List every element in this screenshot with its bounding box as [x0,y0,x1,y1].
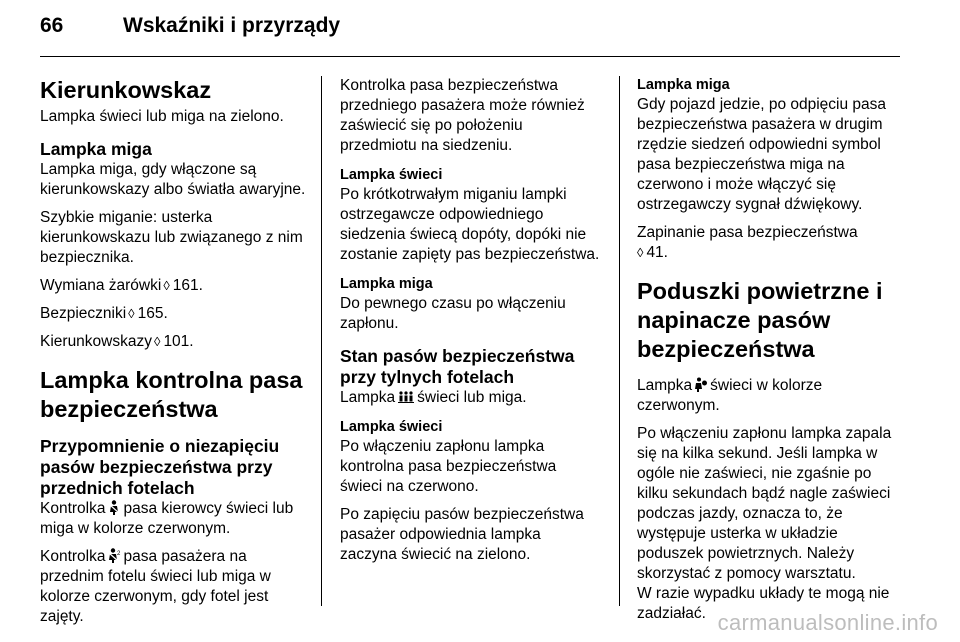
page-reference-icon: ◊ [128,306,135,321]
subheading-lamp-flashes: Lampka miga [40,139,152,159]
paragraph: Po włączeniu zapłonu lampka kontrolna pasa bezpieczeństwa świeci na czerwono. [340,438,557,495]
page-reference-icon: ◊ [163,278,170,293]
section-title-turn-signal: Kierunkowskaz [40,77,212,103]
reference-page: 101. [163,333,194,350]
section-title-seatbelt-lamp: Lampka kontrolna pasa bezpieczeństwa [40,367,303,422]
paragraph: Do pewnego czasu po włączeniu zapłonu. [340,295,566,332]
page-title: Wskaźniki i przyrządy [123,14,341,37]
section-title-airbags: Poduszki powietrzne i napinacze pasów bezpieczeństwa [637,278,883,362]
paragraph: W razie wypadku układy te mogą nie zadziałać. [637,585,890,622]
reference-page: 41. [646,244,668,261]
paragraph: Szybkie miganie: usterka kierunkowskazu lub związanego z nim bezpiecznika. [40,209,303,266]
subheading-lamp-lit: Lampka świeci [340,419,443,435]
page-reference-icon: ◊ [637,245,644,260]
seatbelt-passenger-icon [108,548,120,563]
paragraph: Kontrolka pasa bezpieczeństwa przedniego pasażera może również zaświecić się po położeniu przedmiotu na siedzeniu. [340,77,585,154]
column-divider [321,76,322,606]
subheading-front-seat-reminder: Przypomnienie o niezapięciu pasów bezpieczeństwa przy przednich fotelach [40,436,280,498]
page-number: 66 [40,14,64,37]
section-title-rear-seatbelt-status: Stan pasów bezpieczeństwa przy tylnych fotelach [340,346,575,387]
paragraph: Po krótkotrwałym miganiu lampki ostrzegawcze odpowiedniego siedzenia świecą dopóty, dopóki nie zostanie zapięty pas bezpieczeństwa. [340,186,600,263]
paragraph: Lampka świeci w kolorze czerwonym. [637,377,823,414]
paragraph: Po zapięciu pasów bezpieczeństwa pasażer odpowiednia lampka zaczyna świecić na zielono. [340,506,584,563]
paragraph: Po włączeniu zapłonu lampka zapala się na kilka sekund. Jeśli lampka w ogóle nie zaświeci, nie zgaśnie po kilku sekundach bądź nagle zaświeci podczas jazdy, oznacza to, że występuje usterka w układzie poduszek powietrznych. Należy skorzystać z pomocy warsztatu. [637,425,892,582]
cross-reference [637,243,905,263]
subheading-lamp-flashes: Lampka miga [637,77,730,93]
subheading-lamp-lit: Lampka świeci [340,167,443,183]
rear-seatbelts-icon [398,389,414,404]
cross-reference [40,304,308,324]
reference-text: Kierunkowskazy [40,333,152,350]
column-2 [340,76,600,608]
column-1 [40,76,308,625]
reference-page: 165. [137,305,168,322]
header-rule [40,56,900,57]
subheading-lamp-flashes: Lampka miga [340,276,433,292]
paragraph: Kontrolka 2 pasa pasażera na przednim fotelu świeci lub miga w kolorze czerwonym, gdy fotel jest zajęty. [40,548,271,625]
watermark: carmanualsonline.info [717,610,938,635]
cross-reference [40,332,308,352]
reference-page: 161. [172,277,203,294]
page-reference-icon: ◊ [154,334,161,349]
paragraph: Zapinanie pasa bezpieczeństwa [637,224,858,241]
reference-text: Bezpieczniki [40,305,127,322]
paragraph: Lampka świeci lub miga. [340,389,527,406]
column-divider [619,76,620,606]
page-header [40,14,340,46]
paragraph: Kontrolka pasa kierowcy świeci lub miga w kolorze czerwonym. [40,500,294,537]
paragraph: Lampka świeci lub miga na zielono. [40,108,284,125]
paragraph: Lampka miga, gdy włączone są kierunkowskazy albo światła awaryjne. [40,161,306,198]
svg-text:2: 2 [117,551,121,557]
paragraph: Gdy pojazd jedzie, po odpięciu pasa bezpieczeństwa pasażera w drugim rzędzie siedzeń odpowiedni symbol pasa bezpieczeństwa miga na czerwono i może włączyć się ostrzegawczy sygnał dźwiękowy. [637,96,887,213]
seatbelt-driver-icon [108,500,120,515]
column-3 [637,76,905,622]
cross-reference [40,276,308,296]
reference-text: Wymiana żarówki [40,277,162,294]
airbag-icon [695,377,707,392]
